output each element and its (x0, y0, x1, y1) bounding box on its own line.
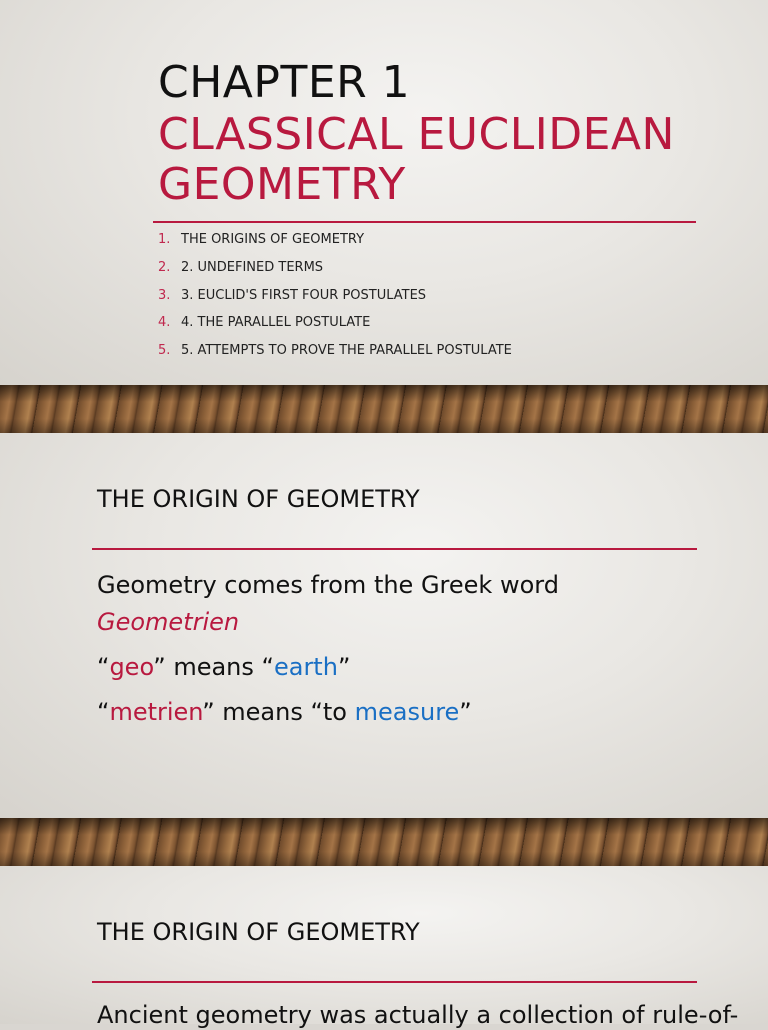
heading-divider (92, 548, 697, 550)
wood-floor-divider (0, 385, 768, 433)
toc-item: 3. 3. EUCLID'S FIRST FOUR POSTULATES (158, 287, 427, 303)
toc-item: 2. 2. UNDEFINED TERMS (158, 259, 324, 275)
chapter-number-title: CHAPTER 1 (158, 57, 411, 108)
title-divider (153, 221, 696, 223)
slide-heading: THE ORIGIN OF GEOMETRY (97, 485, 420, 513)
toc-item: 5. 5. ATTEMPTS TO PROVE THE PARALLEL POSTULATE (158, 343, 512, 359)
metrien-meaning-line: “metrien” means “to measure” (97, 698, 472, 726)
heading-divider (92, 981, 697, 983)
table-of-contents (158, 231, 512, 370)
geo-meaning-line: “geo” means “earth” (97, 653, 351, 681)
toc-item: 4. 4. THE PARALLEL POSTULATE (158, 315, 371, 331)
slide-heading: THE ORIGIN OF GEOMETRY (97, 918, 420, 946)
body-line: Ancient geometry was actually a collection of rule-of- (97, 1001, 739, 1029)
body-line: Geometry comes from the Greek word (97, 571, 559, 599)
chapter-subtitle: CLASSICAL EUCLIDEAN GEOMETRY (158, 109, 675, 210)
wood-floor-divider (0, 818, 768, 866)
toc-item: 1. THE ORIGINS OF GEOMETRY (158, 232, 365, 247)
greek-word: Geometrien (97, 608, 240, 636)
